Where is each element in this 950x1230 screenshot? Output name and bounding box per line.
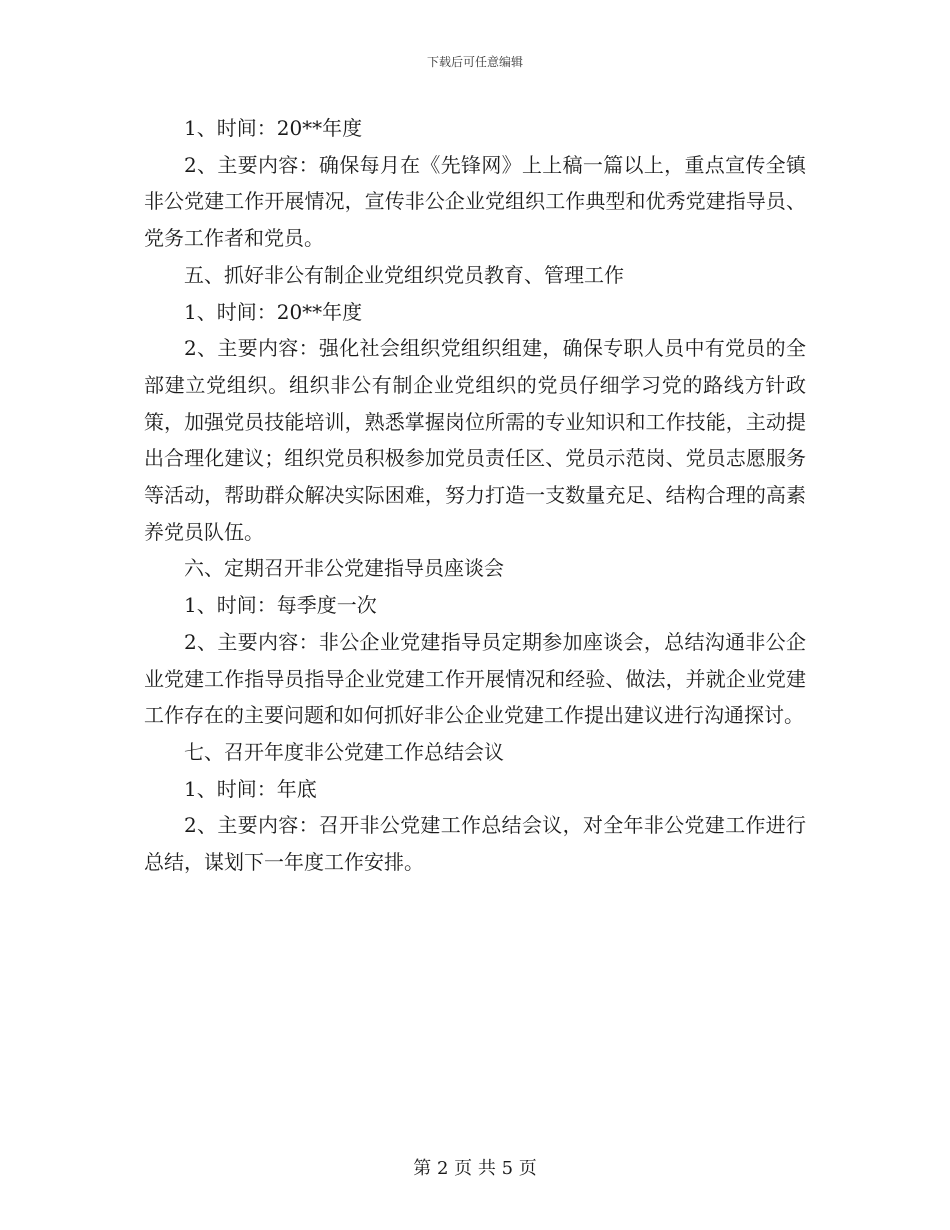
paragraph-time-5: 1、时间：20**年度 bbox=[184, 299, 363, 324]
paragraph-time-1: 1、时间：20**年度 bbox=[184, 116, 363, 140]
section-heading-6: 六、定期召开非公党建指导员座谈会 bbox=[184, 556, 504, 581]
header-note: 下载后可任意编辑 bbox=[426, 55, 523, 69]
paragraph-content-1: 2、主要内容：确保每月在《先锋网》上上稿一篇以上，重点宣传全镇非公党建工作开展情况，宣传非公企业党组织工作典型和优秀党建指导员、党务工作者和党员。 bbox=[144, 152, 806, 251]
paragraph-time-7: 1、时间：年底 bbox=[184, 776, 317, 801]
paragraph-content-6: 2、主要内容：非公企业党建指导员定期参加座谈会，总结沟通非公企业党建工作指导员指导企业党建工作开展情况和经验、做法，并就企业党建工作存在的主要问题和如何抓好非公企业党建工作提出建议进行沟通探讨。 bbox=[144, 629, 806, 728]
section-heading-7: 七、召开年度非公党建工作总结会议 bbox=[184, 739, 504, 764]
paragraph-content-5: 2、主要内容：强化社会组织党组织组建，确保专职人员中有党员的全部建立党组织。组织非公有制企业党组织的党员仔细学习党的路线方针政策，加强党员技能培训，熟悉掌握岗位所需的专业知识和工作技能，主动提出合理化建议；组织党员积极参加党员责任区、党员示范岗、党员志愿服务等活动，帮助群众解决实际困难，努力打造一支数量充足、结构合理的高素养党员队伍。 bbox=[144, 336, 806, 544]
paragraph-time-6: 1、时间：每季度一次 bbox=[184, 593, 377, 618]
section-heading-5: 五、抓好非公有制企业党组织党员教育、管理工作 bbox=[184, 262, 624, 287]
page-number: 第 2 页 共 5 页 bbox=[413, 1158, 537, 1179]
document-body bbox=[144, 110, 806, 881]
paragraph-content-7: 2、主要内容：召开非公党建工作总结会议，对全年非公党建工作进行总结，谋划下一年度工作安排。 bbox=[144, 813, 806, 875]
